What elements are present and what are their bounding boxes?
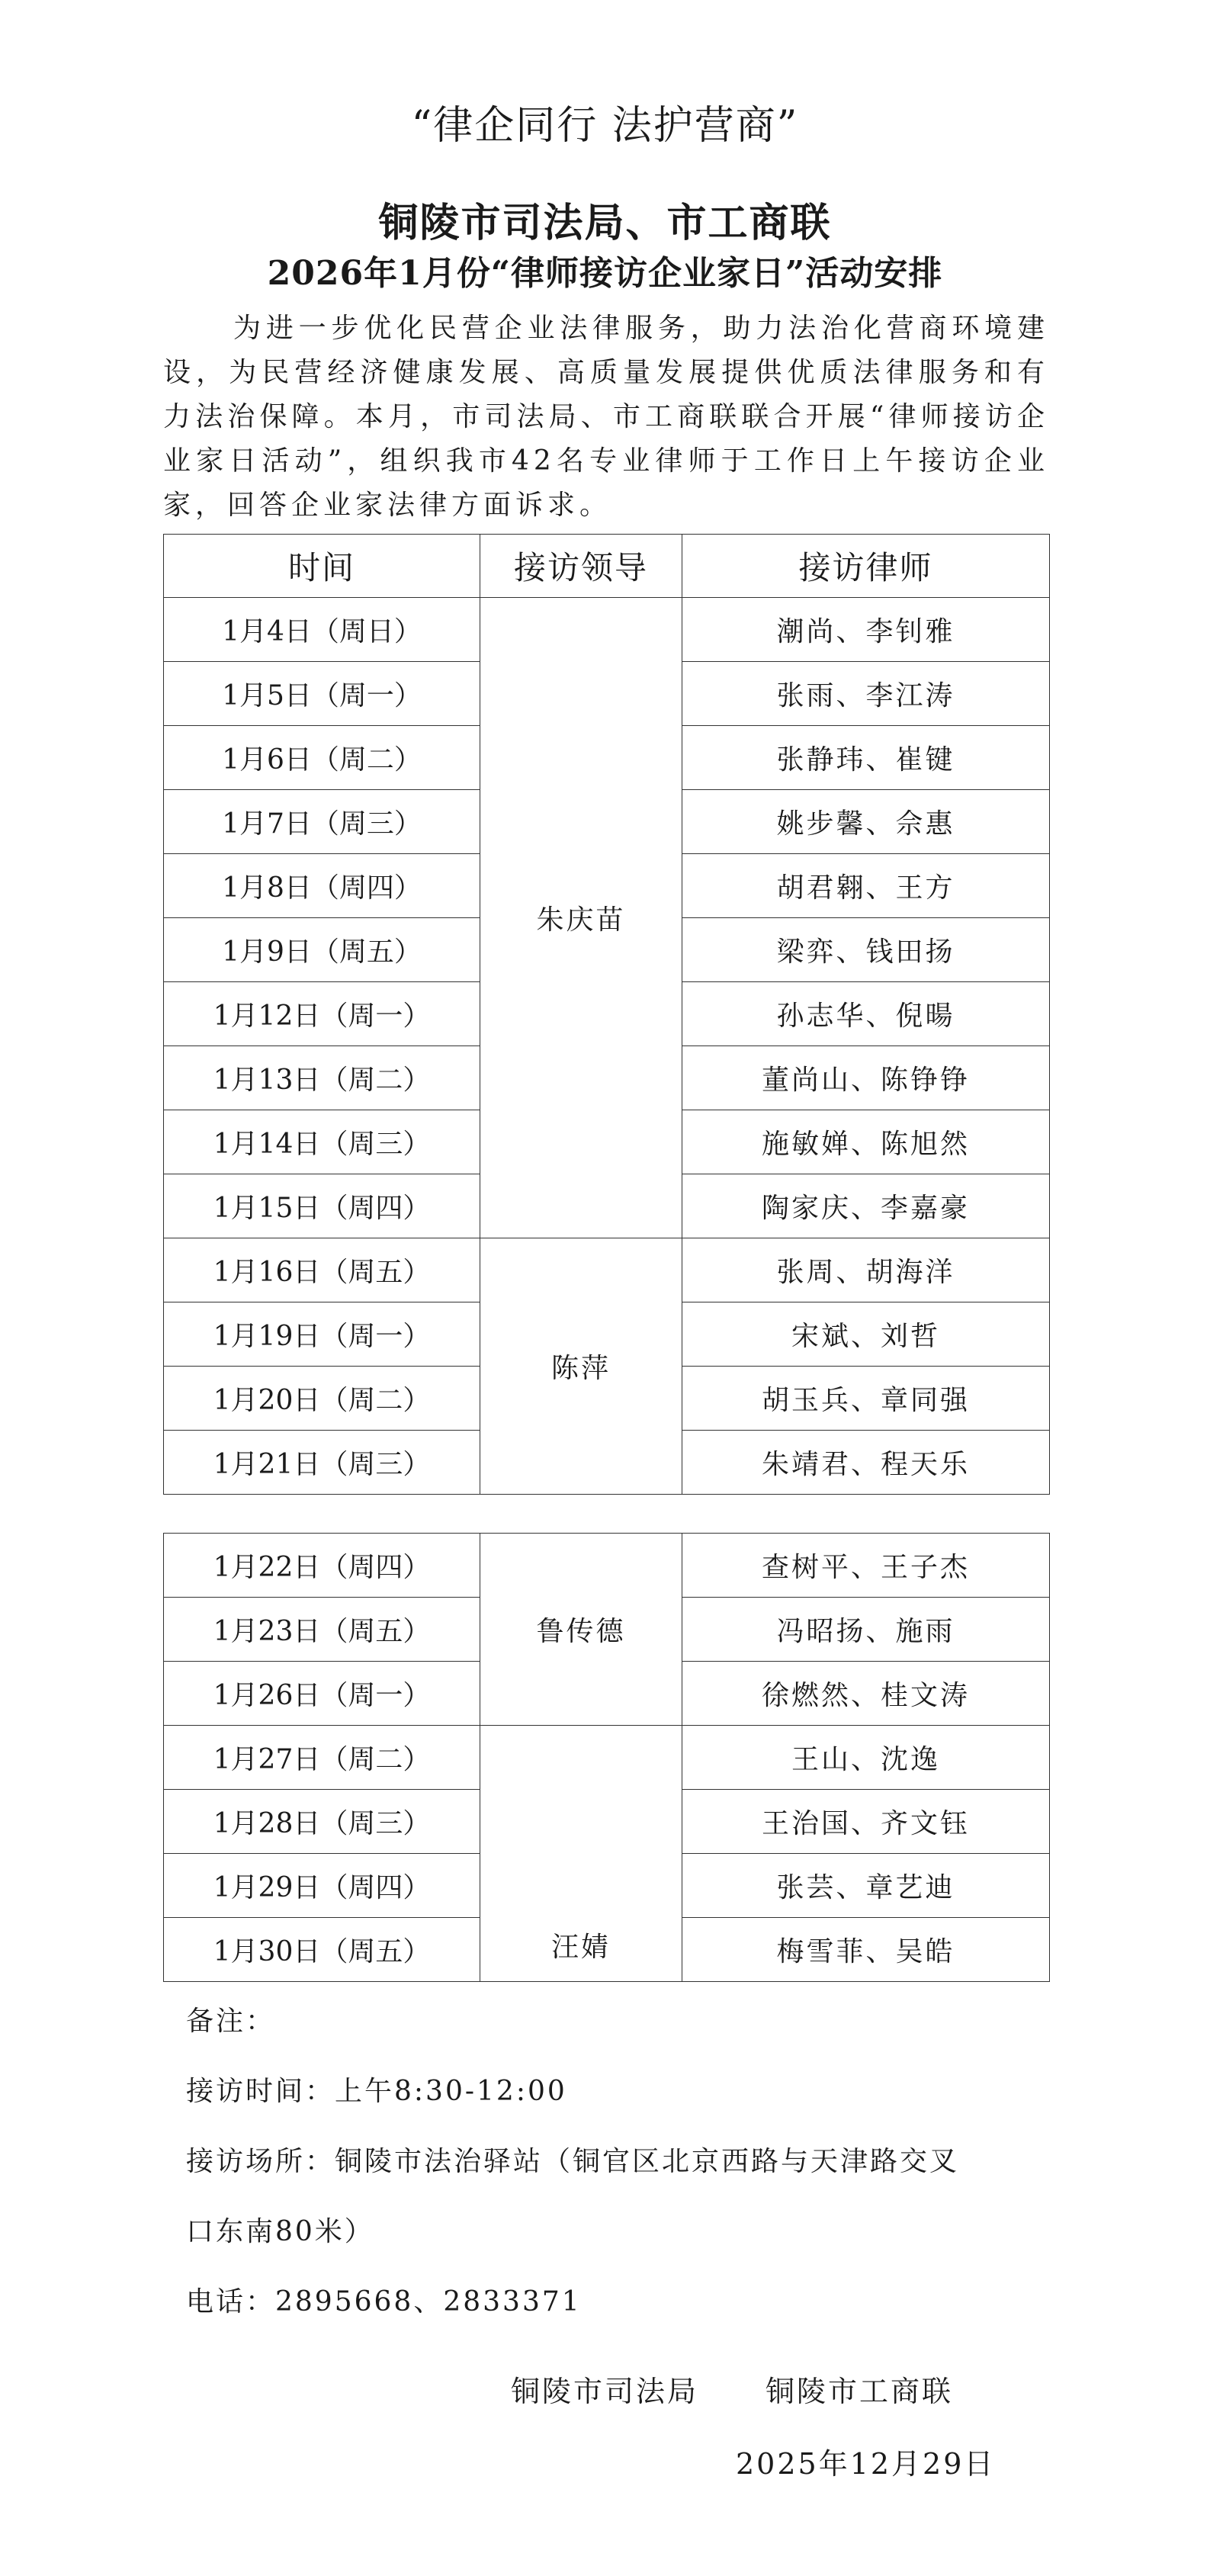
date-cell: 1月15日（周四） xyxy=(164,1174,480,1238)
signature-org-commerce: 铜陵市工商联 xyxy=(765,2375,954,2408)
signature-date: 2025年12月29日 xyxy=(736,2447,996,2481)
header-lawyers: 接访律师 xyxy=(682,535,1050,598)
table-row xyxy=(164,598,1050,662)
table-header-row xyxy=(164,535,1050,598)
date-cell: 1月30日（周五） xyxy=(164,1918,480,1982)
lawyer-cell: 董尚山、陈铮铮 xyxy=(682,1046,1050,1110)
lawyer-cell: 梁弈、钱田扬 xyxy=(682,918,1050,982)
lawyer-cell: 孙志华、倪暘 xyxy=(682,982,1050,1046)
date-cell: 1月28日（周三） xyxy=(164,1790,480,1854)
lawyer-cell: 胡玉兵、章同强 xyxy=(682,1367,1050,1431)
organization-title: 铜陵市司法局、市工商联 xyxy=(378,200,832,246)
date-cell: 1月8日（周四） xyxy=(164,854,480,918)
date-cell: 1月13日（周二） xyxy=(164,1046,480,1110)
notes-section xyxy=(186,1987,1063,2337)
date-cell: 1月29日（周四） xyxy=(164,1854,480,1918)
table-row xyxy=(164,1726,1050,1790)
date-cell: 1月23日（周五） xyxy=(164,1598,480,1662)
lawyer-cell: 查树平、王子杰 xyxy=(682,1534,1050,1598)
date-cell: 1月9日（周五） xyxy=(164,918,480,982)
lawyer-cell: 胡君翱、王方 xyxy=(682,854,1050,918)
lawyer-cell: 张雨、李江涛 xyxy=(682,662,1050,726)
lawyer-cell: 陶家庆、李嘉豪 xyxy=(682,1174,1050,1238)
lawyer-cell: 姚步馨、佘惠 xyxy=(682,790,1050,854)
slogan-heading: “律企同行 法护营商” xyxy=(411,103,799,149)
lawyer-cell: 张周、胡海洋 xyxy=(682,1238,1050,1302)
date-cell: 1月21日（周三） xyxy=(164,1431,480,1495)
lawyer-cell: 徐燃然、桂文涛 xyxy=(682,1662,1050,1726)
date-cell: 1月16日（周五） xyxy=(164,1238,480,1302)
visit-place-line2: 口东南80米） xyxy=(186,2216,374,2247)
lawyer-cell: 朱靖君、程天乐 xyxy=(682,1431,1050,1495)
date-cell: 1月20日（周二） xyxy=(164,1367,480,1431)
lawyer-cell: 施敏婵、陈旭然 xyxy=(682,1110,1050,1174)
schedule-table-part2 xyxy=(163,1533,1050,1982)
schedule-table-part1 xyxy=(163,534,1050,1495)
lawyer-cell: 冯昭扬、施雨 xyxy=(682,1598,1050,1662)
date-cell: 1月27日（周二） xyxy=(164,1726,480,1790)
date-cell: 1月14日（周三） xyxy=(164,1110,480,1174)
date-cell: 1月6日（周二） xyxy=(164,726,480,790)
header-leader: 接访领导 xyxy=(480,535,682,598)
leader-cell: 汪婧 xyxy=(480,1726,682,1982)
visit-place-line1: 接访场所：铜陵市法治驿站（铜官区北京西路与天津路交叉 xyxy=(186,2146,960,2177)
date-cell: 1月26日（周一） xyxy=(164,1662,480,1726)
lawyer-cell: 张芸、章艺迪 xyxy=(682,1854,1050,1918)
signature-org-justice: 铜陵市司法局 xyxy=(511,2375,699,2408)
table-row xyxy=(164,1534,1050,1598)
leader-cell: 鲁传德 xyxy=(480,1534,682,1726)
leader-cell: 朱庆苗 xyxy=(480,598,682,1238)
header-time: 时间 xyxy=(164,535,480,598)
lawyer-cell: 潮尚、李钊雅 xyxy=(682,598,1050,662)
date-cell: 1月4日（周日） xyxy=(164,598,480,662)
lawyer-cell: 张静玮、崔键 xyxy=(682,726,1050,790)
contact-phone: 电话：2895668、2833371 xyxy=(186,2286,582,2317)
table-row xyxy=(164,1238,1050,1302)
date-cell: 1月7日（周三） xyxy=(164,790,480,854)
schedule-title: 2026年1月份“律师接访企业家日”活动安排 xyxy=(267,254,943,293)
date-cell: 1月19日（周一） xyxy=(164,1302,480,1367)
notes-title: 备注： xyxy=(186,2006,276,2037)
lawyer-cell: 梅雪菲、吴皓 xyxy=(682,1918,1050,1982)
date-cell: 1月22日（周四） xyxy=(164,1534,480,1598)
lawyer-cell: 王山、沈逸 xyxy=(682,1726,1050,1790)
visit-time: 接访时间：上午8:30-12:00 xyxy=(186,2076,567,2107)
leader-cell: 陈萍 xyxy=(480,1238,682,1495)
intro-paragraph: 为进一步优化民营企业法律服务，助力法治化营商环境建设，为民营经济健康发展、高质量发展提供优质法律服务和有力法治保障。本月，市司法局、市工商联联合开展“律师接访企业家日活动”，组织我市42名专业律师于工作日上午接访企业家，回答企业家法律方面诉求。 xyxy=(163,313,1049,521)
date-cell: 1月5日（周一） xyxy=(164,662,480,726)
lawyer-cell: 王治国、齐文钰 xyxy=(682,1790,1050,1854)
lawyer-cell: 宋斌、刘哲 xyxy=(682,1302,1050,1367)
signature-orgs xyxy=(511,2368,953,2410)
date-cell: 1月12日（周一） xyxy=(164,982,480,1046)
